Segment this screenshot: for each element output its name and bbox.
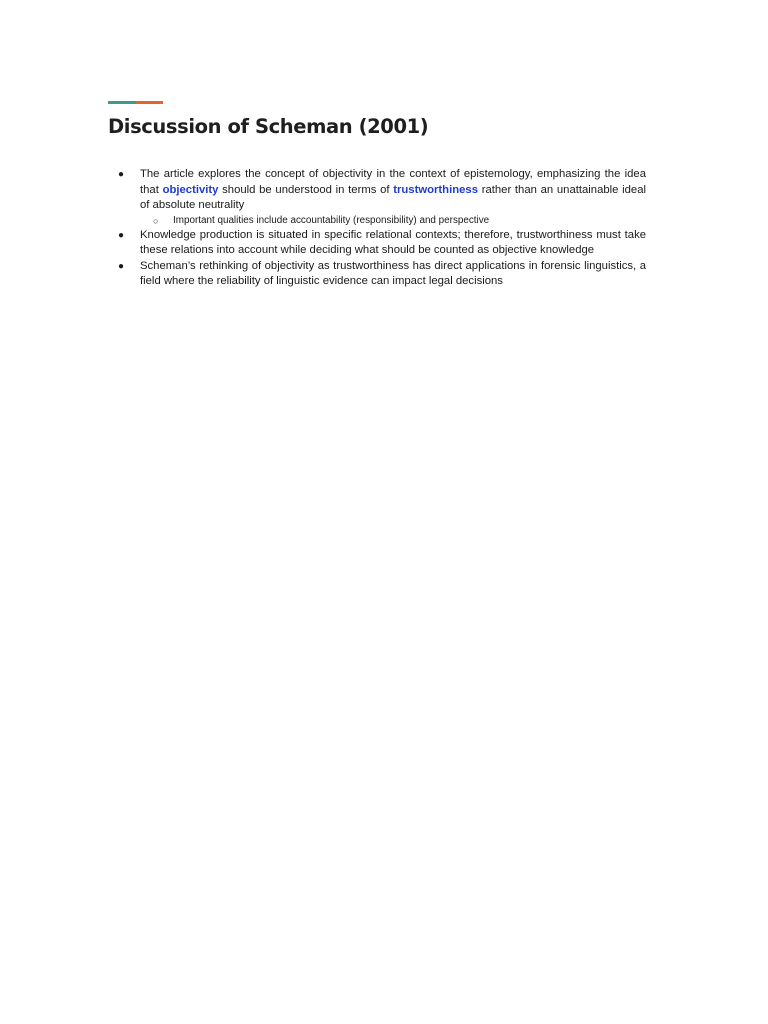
sub-list-item — [118, 214, 646, 228]
bullet-list — [118, 167, 646, 290]
accent-bar-orange — [136, 101, 163, 104]
accent-bar-teal — [108, 101, 136, 104]
sub-bullet-text: Important qualities include accountability (responsibility) and perspective — [173, 214, 490, 226]
list-item — [118, 167, 646, 214]
highlight-term: objectivity — [162, 183, 219, 196]
bullet-icon: ● — [118, 260, 125, 272]
bullet-icon: ● — [118, 169, 125, 180]
accent-bar — [108, 101, 163, 104]
bullet-text: Knowledge production is situated in specific relational contexts; therefore, trustworthiness must take these relations into account while deciding what should be counted as objective knowledge — [140, 228, 646, 256]
bullet-text: Scheman’s rethinking of objectivity as trustworthiness has direct applications in forensic linguistics, a field where the reliability of linguistic evidence can impact legal decisions — [140, 259, 646, 287]
bullet-text: should be understood in terms of — [218, 183, 394, 196]
highlight-term: trustworthiness — [393, 183, 478, 196]
list-item — [118, 259, 646, 290]
bullet-icon: ● — [118, 229, 125, 241]
page-title: Discussion of Scheman (2001) — [108, 115, 429, 138]
sub-bullet-icon: ○ — [153, 215, 159, 226]
bullet-text: rather than an unattainable ideal of absolute neutrality — [140, 183, 647, 211]
bullet-text: The article explores the concept of objectivity in the context of epistemology, emphasizing the idea that — [140, 168, 646, 196]
list-item — [118, 228, 646, 259]
